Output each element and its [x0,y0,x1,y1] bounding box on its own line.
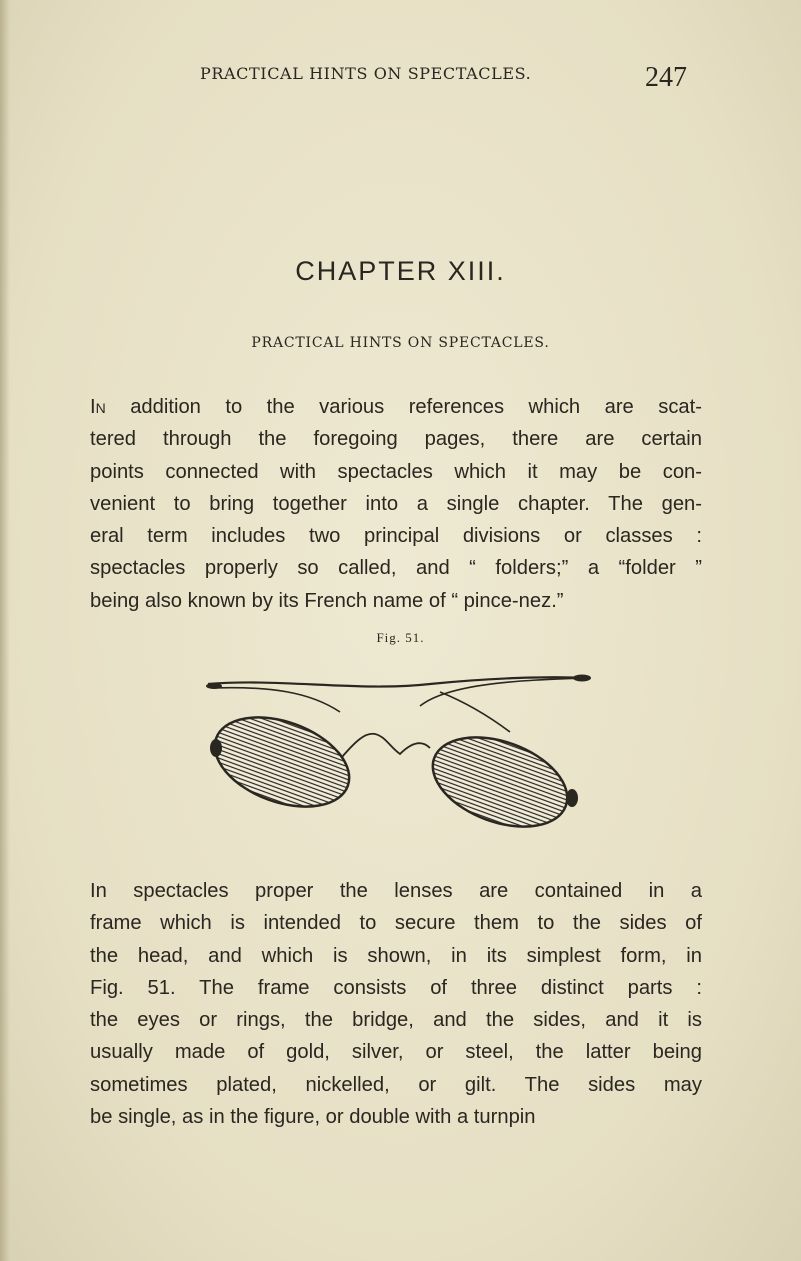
left-lens [203,700,362,823]
paragraph-line: tered through the foregoing pages, there are certain [90,428,702,451]
running-title: PRACTICAL HINTS ON SPECTACLES. [200,64,532,83]
paragraph-1 [90,391,702,617]
paragraph-line: points connected with spectacles which it may be con- [90,460,702,483]
chapter-subtitle: PRACTICAL HINTS ON SPECTACLES. [251,335,550,351]
figure-label: Fig. 51. [376,630,425,645]
first-word: In [90,396,106,418]
paragraph-line: frame which is intended to secure them to the sides of [90,912,702,935]
paragraph-line: sometimes plated, nickelled, or gilt. The sides may [90,1073,702,1096]
paragraph-line: In spectacles proper the lenses are contained in a [90,880,702,902]
right-lens [421,720,580,843]
page-number: 247 [645,62,687,93]
spectacles-illustration [190,662,610,862]
paragraph-line: usually made of gold, silver, or steel, the latter being [90,1041,702,1064]
paragraph-line: be single, as in the figure, or double with a turnpin [90,1106,536,1129]
paragraph-line: In addition to the various references which are scat- [90,396,702,418]
paragraph-line: spectacles properly so called, and “ folders;” a “folder ” [90,557,702,580]
paragraph-line: Fig. 51. The frame consists of three distinct parts : [90,976,702,999]
paragraph-2 [90,875,702,1133]
paragraph-line: the eyes or rings, the bridge, and the sides, and it is [90,1009,702,1032]
paragraph-line: being also known by its French name of “ pince-nez.” [90,589,564,612]
paragraph-line: venient to bring together into a single chapter. The gen- [90,492,702,515]
paragraph-line: eral term includes two principal divisions or classes : [90,525,702,548]
chapter-heading: CHAPTER XIII. [295,256,506,286]
paragraph-line: the head, and which is shown, in its simplest form, in [90,944,702,967]
